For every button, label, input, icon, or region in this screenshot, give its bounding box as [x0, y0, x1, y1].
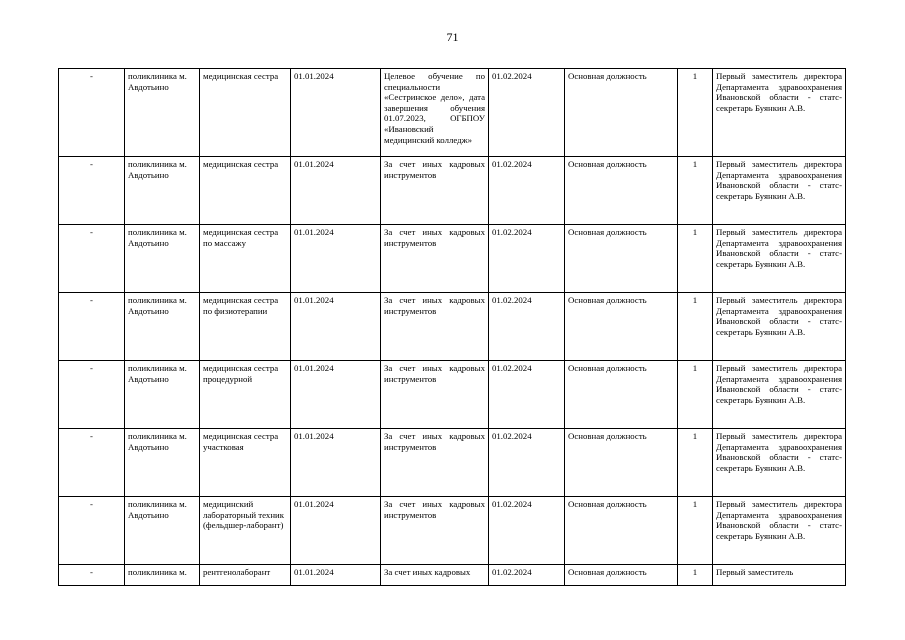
position: медицинская сестра участковая: [200, 429, 291, 497]
position: медицинская сестра по массажу: [200, 225, 291, 293]
start-date: 01.01.2024: [291, 69, 381, 157]
quantity: 1: [678, 225, 713, 293]
start-date: 01.01.2024: [291, 565, 381, 586]
organization: поликлиника м. Авдотьино: [125, 69, 200, 157]
staffing-basis: За счет иных кадровых инструментов: [381, 293, 489, 361]
position-type: Основная должность: [565, 293, 678, 361]
vacancy-table: [58, 68, 846, 586]
staffing-basis: За счет иных кадровых инструментов: [381, 497, 489, 565]
staffing-basis: За счет иных кадровых инструментов: [381, 429, 489, 497]
quantity: 1: [678, 293, 713, 361]
row-number: -: [59, 565, 125, 586]
position: медицинская сестра: [200, 157, 291, 225]
page-number: 71: [446, 30, 459, 44]
position: медицинская сестра: [200, 69, 291, 157]
row-number: -: [59, 157, 125, 225]
table-row: [59, 157, 846, 225]
end-date: 01.02.2024: [489, 293, 565, 361]
row-number: -: [59, 361, 125, 429]
end-date: 01.02.2024: [489, 69, 565, 157]
row-number: -: [59, 225, 125, 293]
quantity: 1: [678, 429, 713, 497]
row-number: -: [59, 293, 125, 361]
table-row: [59, 225, 846, 293]
responsible-person: Первый заместитель директора Департамента здравоохранения Ивановской области - статс-секретарь Буянкин А.В.: [713, 69, 846, 157]
table-row: [59, 293, 846, 361]
responsible-person: Первый заместитель директора Департамента здравоохранения Ивановской области - статс-секретарь Буянкин А.В.: [713, 293, 846, 361]
row-number: -: [59, 69, 125, 157]
position-type: Основная должность: [565, 497, 678, 565]
organization: поликлиника м. Авдотьино: [125, 157, 200, 225]
position-type: Основная должность: [565, 69, 678, 157]
start-date: 01.01.2024: [291, 157, 381, 225]
table-row: [59, 565, 846, 586]
start-date: 01.01.2024: [291, 361, 381, 429]
start-date: 01.01.2024: [291, 497, 381, 565]
start-date: 01.01.2024: [291, 225, 381, 293]
organization: поликлиника м. Авдотьино: [125, 361, 200, 429]
organization: поликлиника м. Авдотьино: [125, 225, 200, 293]
staffing-basis: За счет иных кадровых инструментов: [381, 225, 489, 293]
position-type: Основная должность: [565, 361, 678, 429]
position-type: Основная должность: [565, 429, 678, 497]
end-date: 01.02.2024: [489, 225, 565, 293]
table-row: [59, 361, 846, 429]
quantity: 1: [678, 157, 713, 225]
position: медицинский лабораторный техник (фельдшер-лаборант): [200, 497, 291, 565]
row-number: -: [59, 497, 125, 565]
responsible-person: Первый заместитель директора Департамента здравоохранения Ивановской области - статс-секретарь Буянкин А.В.: [713, 497, 846, 565]
position: рентгенолаборант: [200, 565, 291, 586]
staffing-basis: Целевое обучение по специальности «Сестринское дело», дата завершения обучения 01.07.2023, ОГБПОУ «Ивановский медицинский колледж»: [381, 69, 489, 157]
organization: поликлиника м. Авдотьино: [125, 429, 200, 497]
table-row: [59, 497, 846, 565]
position-type: Основная должность: [565, 157, 678, 225]
organization: поликлиника м. Авдотьино: [125, 497, 200, 565]
position-type: Основная должность: [565, 565, 678, 586]
row-number: -: [59, 429, 125, 497]
organization: поликлиника м.: [125, 565, 200, 586]
end-date: 01.02.2024: [489, 361, 565, 429]
quantity: 1: [678, 69, 713, 157]
position: медицинская сестра по физиотерапии: [200, 293, 291, 361]
organization: поликлиника м. Авдотьино: [125, 293, 200, 361]
quantity: 1: [678, 361, 713, 429]
staffing-basis: За счет иных кадровых инструментов: [381, 157, 489, 225]
staffing-basis: За счет иных кадровых: [381, 565, 489, 586]
quantity: 1: [678, 497, 713, 565]
table-row: [59, 69, 846, 157]
end-date: 01.02.2024: [489, 157, 565, 225]
end-date: 01.02.2024: [489, 497, 565, 565]
table-row: [59, 429, 846, 497]
end-date: 01.02.2024: [489, 565, 565, 586]
responsible-person: Первый заместитель директора Департамента здравоохранения Ивановской области - статс-секретарь Буянкин А.В.: [713, 225, 846, 293]
quantity: 1: [678, 565, 713, 586]
responsible-person: Первый заместитель директора Департамента здравоохранения Ивановской области - статс-секретарь Буянкин А.В.: [713, 157, 846, 225]
responsible-person: Первый заместитель директора Департамента здравоохранения Ивановской области - статс-секретарь Буянкин А.В.: [713, 429, 846, 497]
responsible-person: Первый заместитель директора Департамента здравоохранения Ивановской области - статс-секретарь Буянкин А.В.: [713, 361, 846, 429]
position: медицинская сестра процедурной: [200, 361, 291, 429]
position-type: Основная должность: [565, 225, 678, 293]
end-date: 01.02.2024: [489, 429, 565, 497]
staffing-basis: За счет иных кадровых инструментов: [381, 361, 489, 429]
responsible-person: Первый заместитель: [713, 565, 846, 586]
start-date: 01.01.2024: [291, 429, 381, 497]
start-date: 01.01.2024: [291, 293, 381, 361]
